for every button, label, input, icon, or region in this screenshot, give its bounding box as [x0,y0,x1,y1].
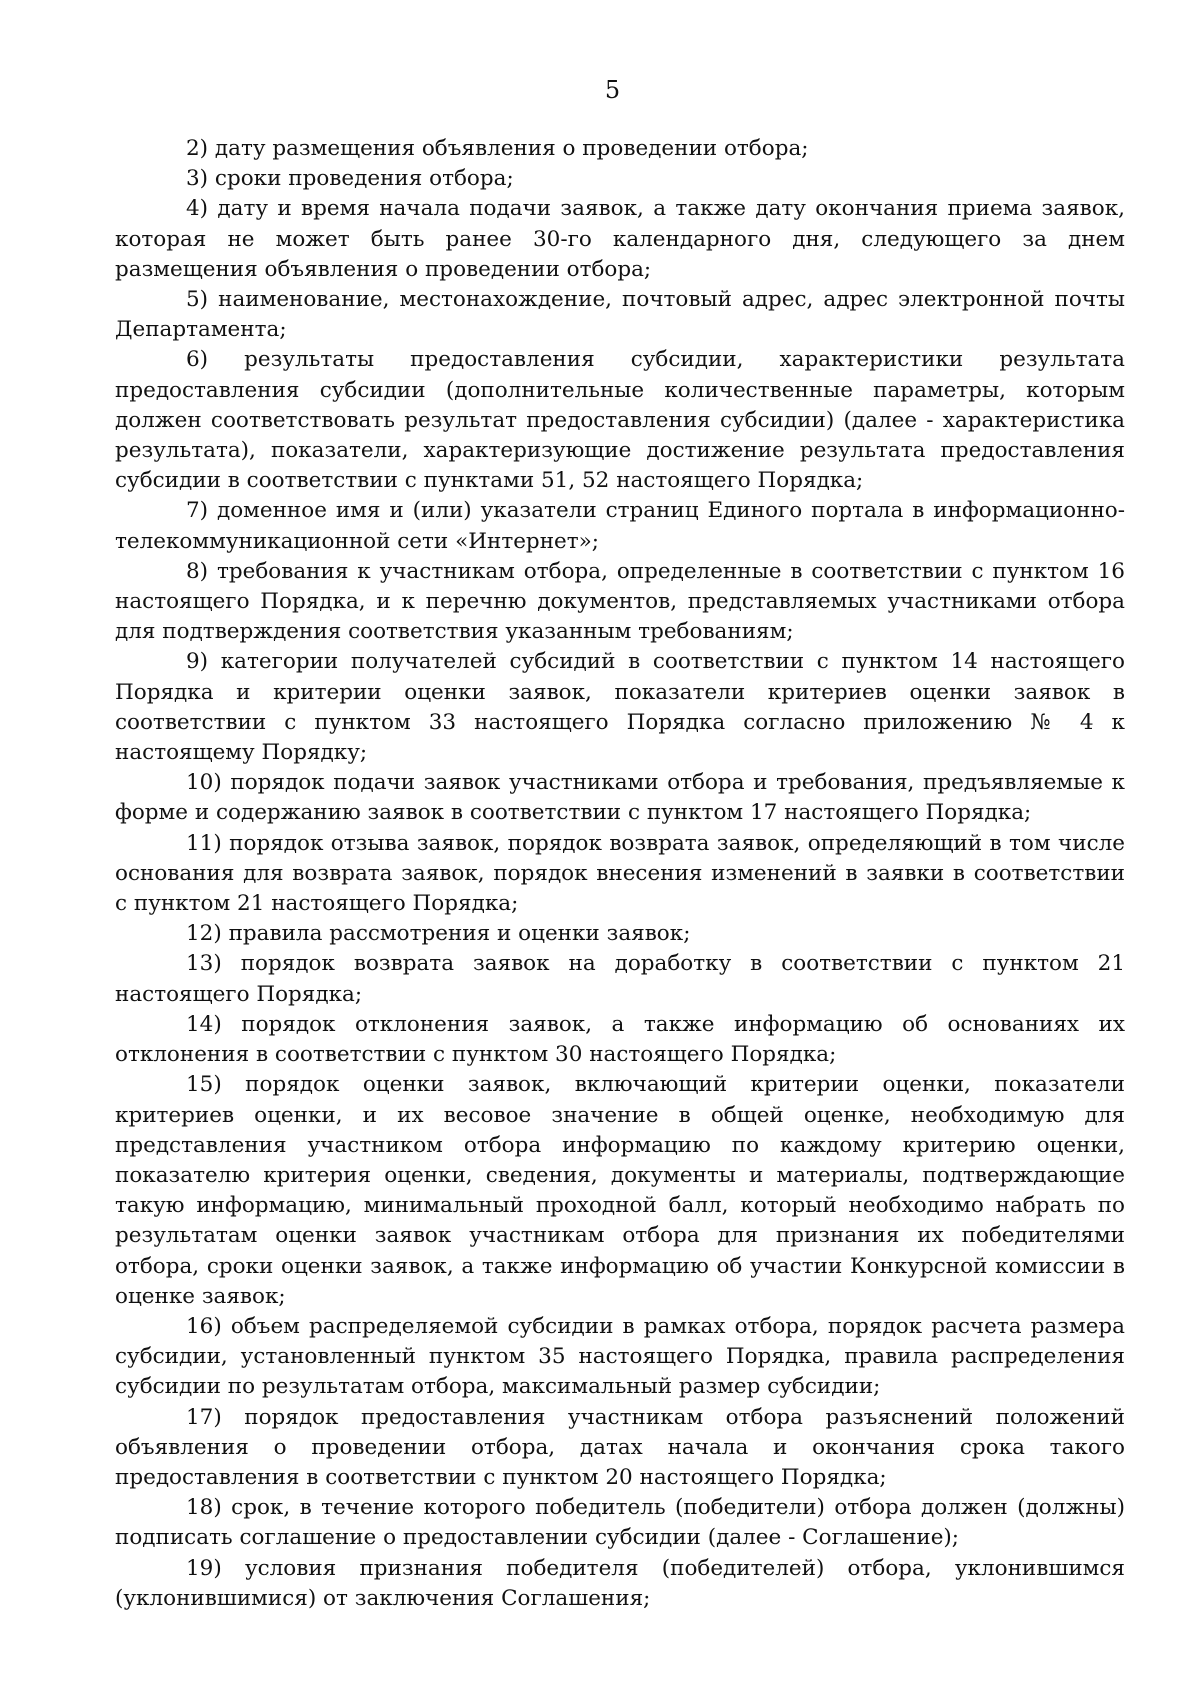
list-item: 17) порядок предоставления участникам отбора разъяснений положений объявления о проведении отбора, датах начала и окончания срока такого предоставления в соответствии с пунктом 20 настоящего Порядка; [115,1404,1125,1490]
list-item: 6) результаты предоставления субсидии, характеристики результата предоставления субсидии (дополнительные количественные параметры, которым должен соответствовать результат предоставления субсидии) (далее - характеристика результата), показатели, характеризующие достижение результата предоставления субсидии в соответствии с пунктами 51, 52 настоящего Порядка; [115,347,1125,494]
list-item: 16) объем распределяемой субсидии в рамках отбора, порядок расчета размера субсидии, установленный пунктом 35 настоящего Порядка, правила распределения субсидии по результатам отбора, максимальный размер субсидии; [115,1313,1125,1400]
list-item: 9) категории получателей субсидий в соответствии с пунктом 14 настоящего Порядка и критерии оценки заявок, показатели критериев оценки заявок в соответствии с пунктом 33 настоящего Порядка согласно приложению № 4 к настоящему Порядку; [115,649,1125,766]
list-item: 15) порядок оценки заявок, включающий критерии оценки, показатели критериев оценки, и их весовое значение в общей оценке, необходимую для представления участником отбора информацию по каждому критерию оценки, показателю критерия оценки, сведения, документы и материалы, подтверждающие такую информацию, минимальный проходной балл, который необходимо набрать по результатам оценки заявок участникам отбора для признания их победителями отбора, сроки оценки заявок, а также информацию об участии Конкурсной комиссии в оценке заявок; [115,1072,1125,1309]
list-item: 3) сроки проведения отбора; [186,166,514,192]
document-body [115,134,1125,1614]
list-item: 7) доменное имя и (или) указатели страниц Единого портала в информационно-телекоммуникационной сети «Интернет»; [115,498,1125,554]
list-item: 5) наименование, местонахождение, почтовый адрес, адрес электронной почты Департамента; [115,287,1125,343]
list-item: 8) требования к участникам отбора, определенные в соответствии с пунктом 16 настоящего Порядка, и к перечню документов, представляемых участниками отбора для подтверждения соответствия указанным требованиям; [115,558,1125,645]
list-item: 2) дату размещения объявления о проведении отбора; [186,136,809,161]
list-item: 4) дату и время начала подачи заявок, а также дату окончания приема заявок, которая не может быть ранее 30-го календарного дня, следующего за днем размещения объявления о проведении отбора; [115,196,1125,282]
list-item: 13) порядок возврата заявок на доработку в соответствии с пунктом 21 настоящего Порядка; [115,951,1125,1007]
list-item: 12) правила рассмотрения и оценки заявок; [186,921,691,947]
list-item: 11) порядок отзыва заявок, порядок возврата заявок, определяющий в том числе основания для возврата заявок, порядок внесения изменений в заявки в соответствии с пунктом 21 настоящего Порядка; [115,830,1125,917]
list-item: 19) условия признания победителя (победителей) отбора, уклонившимся (уклонившимися) от заключения Соглашения; [115,1555,1125,1611]
list-item: 10) порядок подачи заявок участниками отбора и требования, предъявляемые к форме и содержанию заявок в соответствии с пунктом 17 настоящего Порядка; [115,770,1125,826]
list-item: 14) порядок отклонения заявок, а также информацию об основаниях их отклонения в соответствии с пунктом 30 настоящего Порядка; [115,1011,1125,1068]
page-number: 5 [604,76,621,104]
list-item: 18) срок, в течение которого победитель (победители) отбора должен (должны) подписать соглашение о предоставлении субсидии (далее - Соглашение); [115,1495,1125,1551]
